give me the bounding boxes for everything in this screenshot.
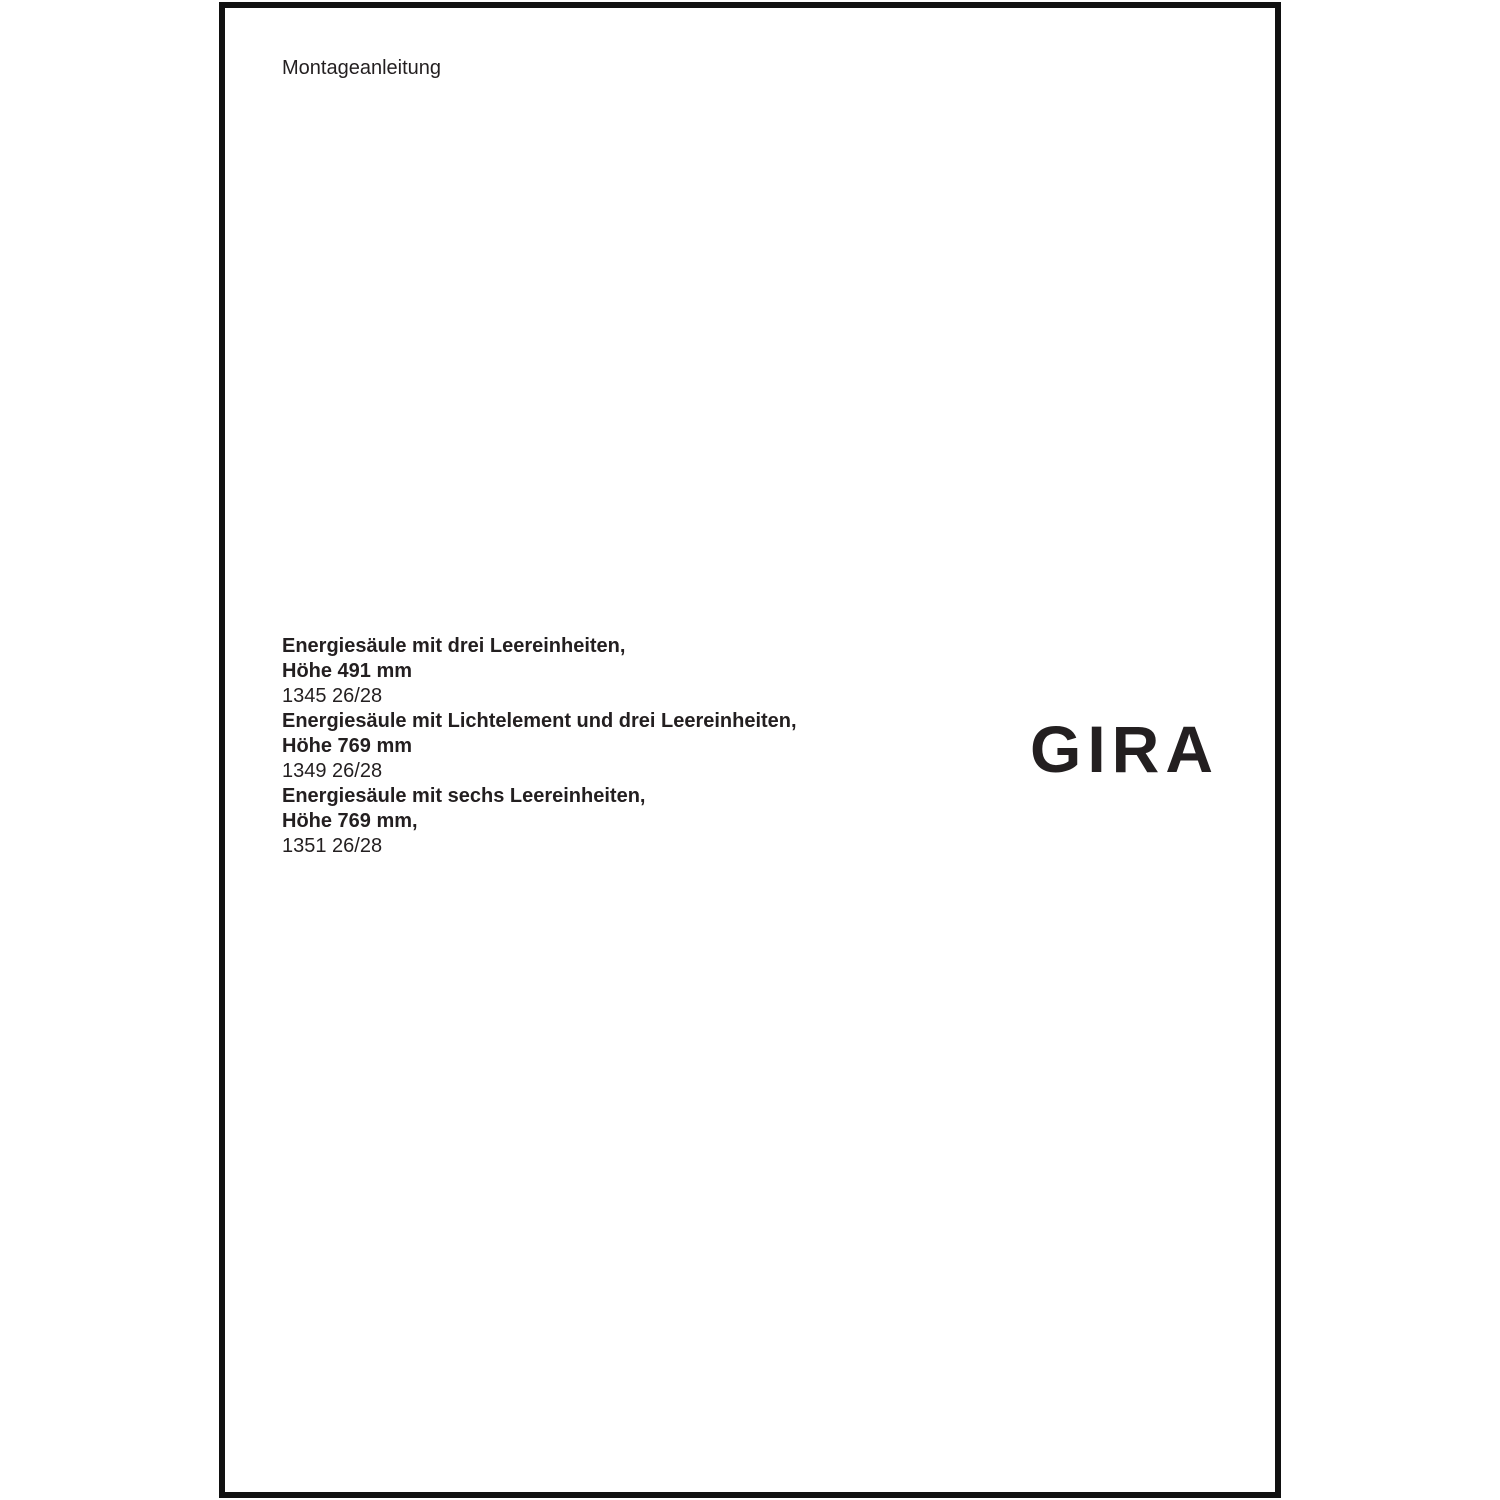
product-entry	[282, 634, 797, 709]
article-number: 1351 26/28	[282, 835, 383, 857]
product-list	[282, 634, 797, 859]
product-name: Energiesäule mit Lichtelement und drei Leereinheiten,	[282, 710, 797, 732]
product-entry	[282, 709, 797, 784]
product-name: Energiesäule mit sechs Leereinheiten,	[282, 785, 646, 807]
brand-logo: GIRA	[1030, 712, 1219, 786]
product-height: Höhe 769 mm,	[282, 810, 418, 832]
product-name: Energiesäule mit drei Leereinheiten,	[282, 635, 626, 657]
product-height: Höhe 491 mm	[282, 660, 413, 682]
document-type-label: Montageanleitung	[282, 57, 442, 79]
product-entry	[282, 784, 797, 859]
article-number: 1345 26/28	[282, 685, 383, 707]
article-number: 1349 26/28	[282, 760, 383, 782]
product-height: Höhe 769 mm	[282, 735, 413, 757]
